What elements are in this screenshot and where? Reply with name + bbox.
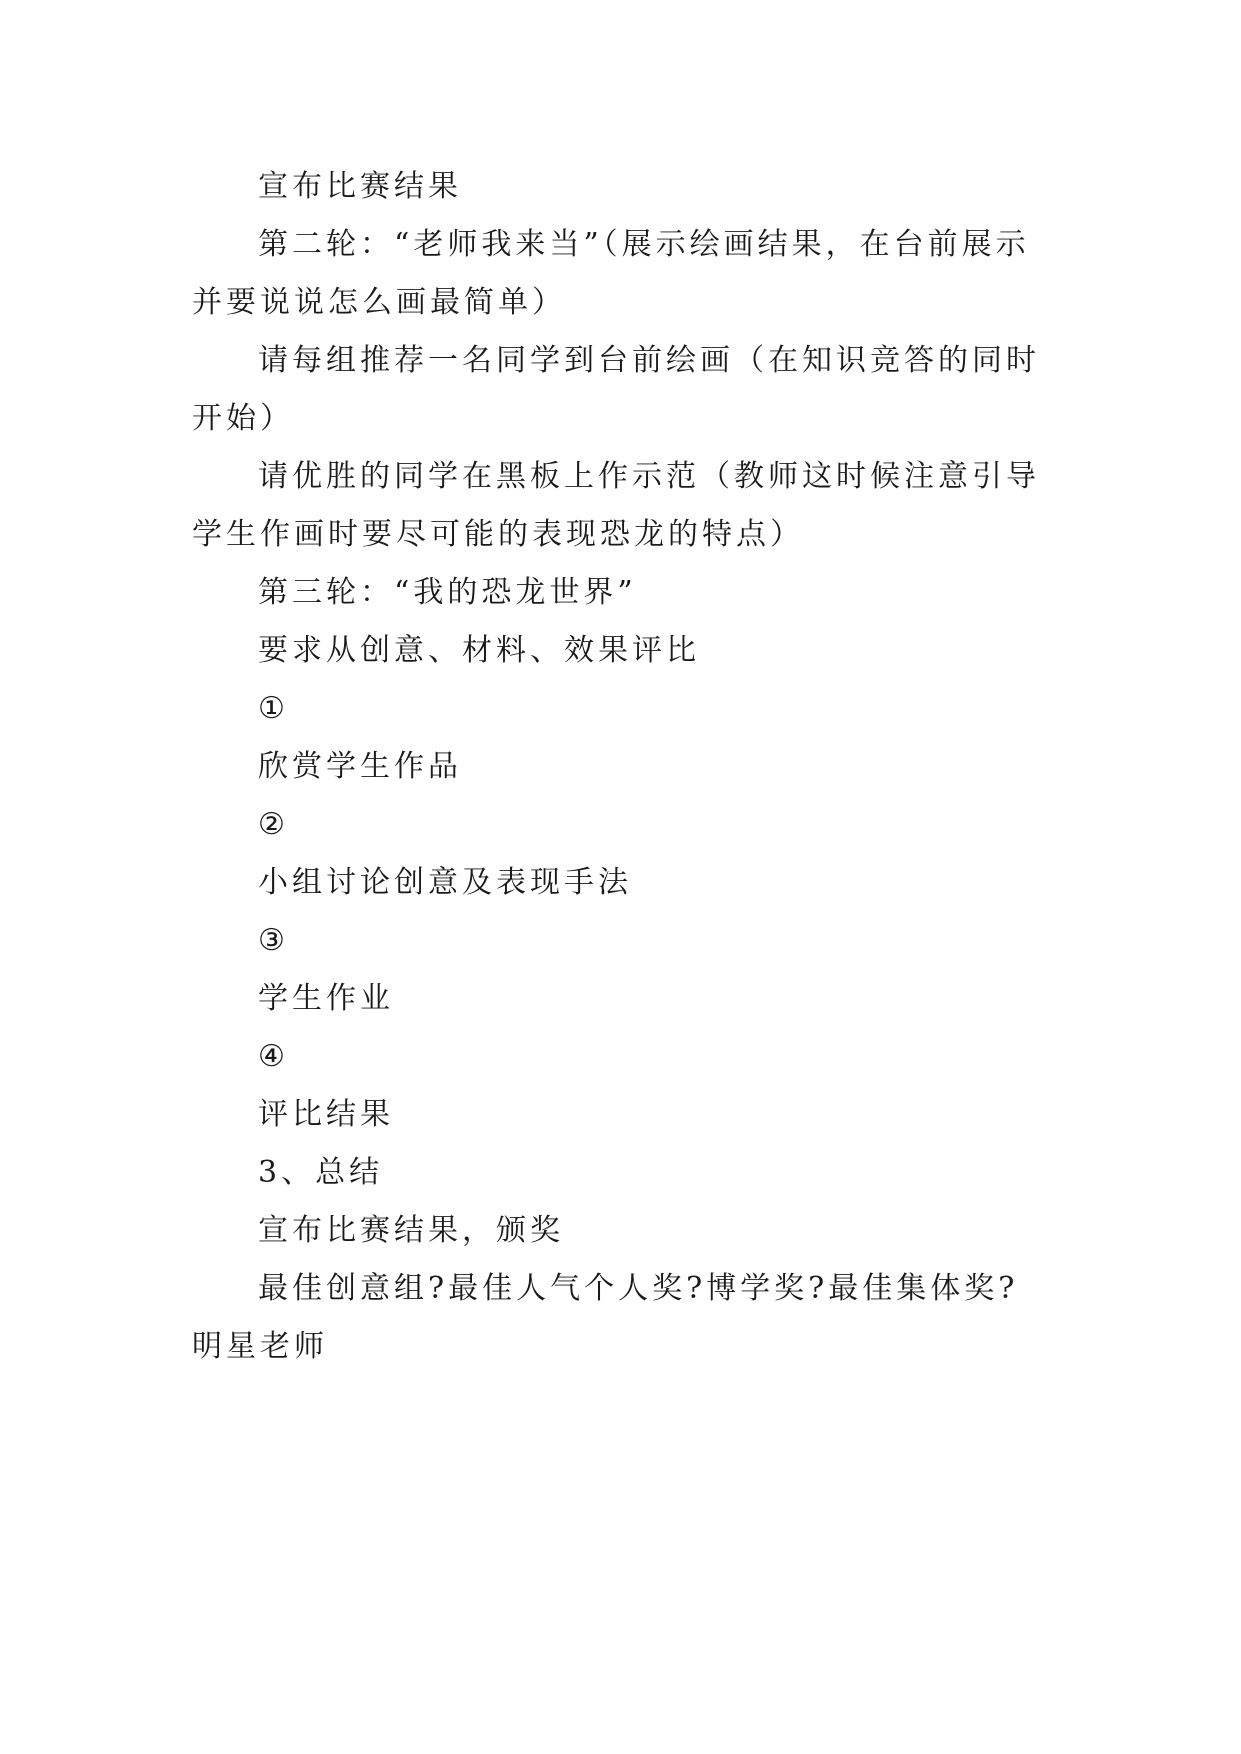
list-marker-2: ②: [258, 807, 289, 842]
paragraph-round-two: 第二轮：“老师我来当”（展示绘画结果，在台前展示并要说说怎么画最简单）: [192, 227, 1030, 320]
paragraph-group-drawing: 请每组推荐一名同学到台前绘画（在知识竞答的同时开始）: [192, 343, 1040, 436]
paragraph-announce-results: 宣布比赛结果: [258, 169, 462, 204]
document-body: [192, 158, 1052, 1376]
list-item-group-discussion: 小组讨论创意及表现手法: [258, 865, 632, 900]
paragraph-evaluation-criteria: 要求从创意、材料、效果评比: [258, 633, 700, 668]
paragraph-round-three: 第三轮：“我的恐龙世界”: [258, 575, 637, 610]
paragraph-award-list: 最佳创意组?最佳人气个人奖?博学奖?最佳集体奖?明星老师: [192, 1271, 1019, 1364]
list-marker-4: ④: [258, 1039, 289, 1074]
section-heading-summary: 3、总结: [258, 1155, 384, 1190]
list-marker-3: ③: [258, 923, 289, 958]
paragraph-blackboard-demo: 请优胜的同学在黑板上作示范（教师这时候注意引导学生作画时要尽可能的表现恐龙的特点）: [192, 459, 1040, 552]
list-item-appreciate-works: 欣赏学生作品: [258, 749, 462, 784]
list-item-evaluate-results: 评比结果: [258, 1097, 394, 1132]
paragraph-awards: 宣布比赛结果，颁奖: [258, 1213, 564, 1248]
list-item-student-work: 学生作业: [258, 981, 394, 1016]
list-marker-1: ①: [258, 691, 289, 726]
